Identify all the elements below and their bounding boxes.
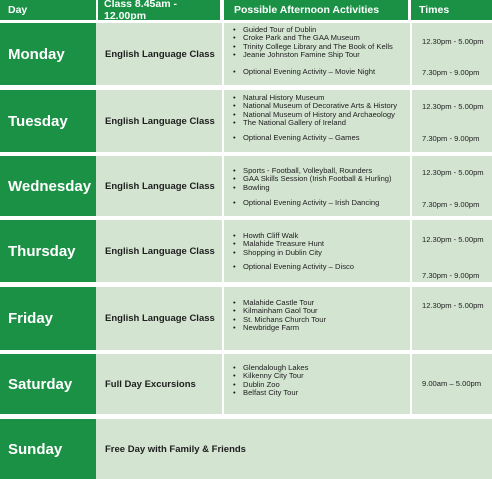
activity-item: • Sports - Football, Volleyball, Rounders	[233, 167, 392, 175]
header-day-label: Day	[8, 4, 28, 16]
activity-item: • National Museum of History and Archaeology	[233, 111, 397, 119]
evening-activity-item: • Optional Evening Activity – Games	[233, 134, 360, 142]
evening-time: 7.30pm - 9.00pm	[422, 200, 480, 209]
activity-list	[233, 167, 392, 192]
evening-activity	[233, 263, 354, 271]
afternoon-time: 12.30pm - 5.00pm	[422, 301, 484, 310]
activity-item: • Jeanie Johnston Famine Ship Tour	[233, 51, 393, 59]
activity-item: • National Museum of Decorative Arts & History	[233, 102, 397, 110]
activity-list	[233, 364, 308, 398]
evening-time: 7.30pm - 9.00pm	[422, 68, 480, 77]
afternoon-time: 9.00am – 5.00pm	[422, 379, 482, 388]
class-cell	[96, 23, 222, 85]
class-cell	[96, 354, 222, 414]
afternoon-time: 12.30pm - 5.00pm	[422, 235, 484, 244]
class-cell	[96, 287, 222, 350]
activities-cell	[224, 220, 410, 282]
activities-cell	[224, 156, 410, 216]
activity-list	[233, 94, 397, 128]
day-label: Wednesday	[8, 177, 92, 195]
header-activities	[224, 0, 408, 20]
day-label: Monday	[8, 45, 65, 63]
afternoon-time: 12.30pm - 5.00pm	[422, 168, 484, 177]
activities-cell	[224, 23, 410, 85]
evening-time: 7.30pm - 9.00pm	[422, 134, 480, 143]
header-day	[0, 0, 96, 20]
evening-activity	[233, 134, 360, 142]
day-cell-wednesday	[0, 156, 96, 216]
activity-list	[233, 26, 393, 60]
afternoon-time: 12.30pm - 5.00pm	[422, 102, 484, 111]
activity-item: • GAA Skills Session (Irish Football & Hurling)	[233, 175, 392, 183]
class-label: English Language Class	[105, 48, 215, 60]
day-cell-thursday	[0, 220, 96, 282]
activity-item: • St. Michans Church Tour	[233, 316, 326, 324]
sunday-cell	[96, 419, 492, 479]
evening-activity-item: • Optional Evening Activity – Irish Dancing	[233, 199, 379, 207]
activity-item: • Shopping in Dublin City	[233, 249, 324, 257]
evening-activity-item: • Optional Evening Activity – Disco	[233, 263, 354, 271]
activity-list	[233, 232, 324, 257]
evening-activity	[233, 68, 375, 76]
day-cell-tuesday	[0, 90, 96, 152]
evening-activity-item: • Optional Evening Activity – Movie Night	[233, 68, 375, 76]
activity-item: • Kilkenny City Tour	[233, 372, 308, 380]
day-cell-monday	[0, 23, 96, 85]
times-cell	[412, 23, 492, 85]
activity-item: • Howth Cliff Walk	[233, 232, 324, 240]
times-cell	[412, 220, 492, 282]
activity-item: • Malahide Castle Tour	[233, 299, 326, 307]
day-cell-friday	[0, 287, 96, 350]
day-cell-saturday	[0, 354, 96, 414]
class-cell	[96, 220, 222, 282]
times-cell	[412, 287, 492, 350]
day-label: Tuesday	[8, 112, 68, 130]
day-label: Sunday	[8, 440, 63, 458]
class-label: English Language Class	[105, 313, 215, 324]
day-label: Thursday	[8, 242, 76, 260]
header-class	[98, 0, 220, 20]
activity-item: • The National Gallery of Ireland	[233, 119, 397, 127]
activities-cell	[224, 90, 410, 152]
header-activities-label: Possible Afternoon Activities	[234, 4, 380, 16]
activity-item: • Belfast City Tour	[233, 389, 308, 397]
class-label: English Language Class	[105, 245, 215, 257]
activity-item: • Newbridge Farm	[233, 324, 326, 332]
sunday-label: Free Day with Family & Friends	[105, 443, 246, 455]
activity-item: • Natural History Museum	[233, 94, 397, 102]
header-class-label: Class 8.45am - 12.00pm	[104, 0, 177, 22]
times-cell	[412, 156, 492, 216]
class-cell	[96, 90, 222, 152]
header-times	[411, 0, 492, 20]
activity-item: • Kilmainham Gaol Tour	[233, 307, 326, 315]
activity-item: • Glendalough Lakes	[233, 364, 308, 372]
day-label: Friday	[8, 310, 54, 327]
activity-list	[233, 299, 326, 333]
activity-item: • Croke Park and The GAA Museum	[233, 34, 393, 42]
class-label: Full Day Excursions	[105, 378, 196, 390]
activity-item: • Trinity College Library and The Book of Kells	[233, 43, 393, 51]
class-label: English Language Class	[105, 180, 215, 192]
day-label: Saturday	[8, 375, 73, 393]
header-times-label: Times	[419, 4, 450, 16]
times-cell	[412, 354, 492, 414]
times-cell	[412, 90, 492, 152]
activities-cell	[224, 287, 410, 350]
class-cell	[96, 156, 222, 216]
evening-time: 7.30pm - 9.00pm	[422, 271, 480, 280]
activity-item: • Malahide Treasure Hunt	[233, 240, 324, 248]
evening-activity	[233, 199, 379, 207]
class-label: English Language Class	[105, 115, 215, 127]
activity-item: • Guided Tour of Dublin	[233, 26, 393, 34]
activity-item: • Bowling	[233, 184, 392, 192]
activity-item: • Dublin Zoo	[233, 381, 308, 389]
afternoon-time: 12.30pm - 5.00pm	[422, 37, 484, 46]
activities-cell	[224, 354, 410, 414]
day-cell-sunday	[0, 419, 96, 479]
